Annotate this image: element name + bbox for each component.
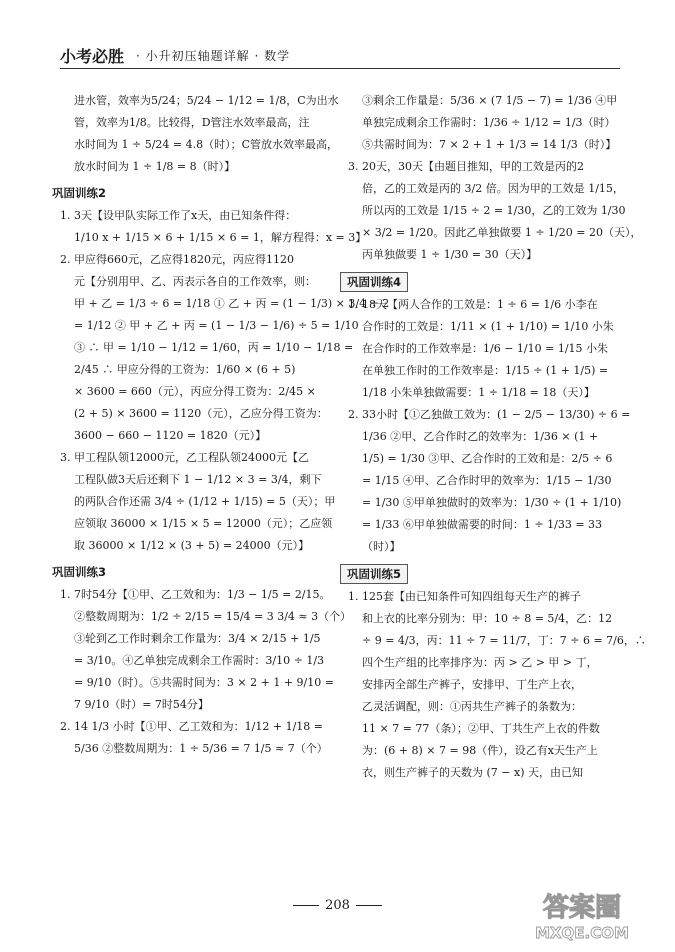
text-line: 合作时的工效是：1/11 × (1 + 1/10) = 1/10 小朱 xyxy=(362,320,614,333)
text-line: 和上衣的比率分别为：甲：10 ÷ 8 = 5/4，乙：12 xyxy=(362,612,613,625)
text-line: 1/5) = 1/30 ③甲、乙合作时的工效和是：2/5 ÷ 6 xyxy=(362,452,613,465)
text-line: 元【分别用甲、乙、丙表示各自的工作效率，则： xyxy=(74,275,316,288)
text-line: = 1/30 ⑤甲单独做时的效率为：1/30 ÷ (1 + 1/10) xyxy=(362,496,622,509)
text-line: ②整数周期为：1/2 ÷ 2/15 = 15/4 = 3 3/4 ≈ 3（个） xyxy=(74,610,352,623)
text-line: (2 + 5) × 3600 = 1120（元），乙应分得工资为： xyxy=(74,407,328,420)
text-line: 水时间为 1 ÷ 5/24 = 4.8（时）；C管放水效率最高， xyxy=(74,138,339,151)
text-line: = 1/12 ② 甲 + 乙 + 丙 = (1 − 1/3 − 1/6) ÷ 5 = 1/10 xyxy=(74,319,359,332)
text-line: 甲 + 乙 = 1/3 ÷ 6 = 1/18 ① 乙 + 丙 = (1 − 1/3) × 3/4 ÷ 2 xyxy=(74,297,390,310)
text-line: 1/36 ②甲、乙合作时乙的效率为：1/36 × (1 + xyxy=(362,430,599,443)
text-line: 2. 甲应得660元，乙应得1820元，丙应得1120 xyxy=(60,253,294,266)
text-line: 1/10 x + 1/15 × 6 + 1/15 × 6 = 1，解方程得：x = 3】 xyxy=(74,231,367,244)
text-line: = 9/10（时）。⑤共需时间为：3 × 2 + 1 + 9/10 = xyxy=(74,676,334,689)
text-line: 的两队合作还需 3/4 ÷ (1/12 + 1/15) = 5（天）；甲 xyxy=(74,495,336,508)
section-heading: 巩固训练4 xyxy=(340,272,408,292)
svg-text:MXQE.COM: MXQE.COM xyxy=(535,924,629,942)
text-line: 取 36000 × 1/12 × (3 + 5) = 24000（元）】 xyxy=(74,539,310,552)
text-line: 安排丙全部生产裤子，安排甲、丁生产上衣， xyxy=(362,678,582,691)
text-line: 管，效率为1/8。比较得，D管注水效率最高，注 xyxy=(74,116,310,129)
text-line: 11 × 7 = 77（条）；②甲、丁共生产上衣的件数 xyxy=(362,722,600,735)
text-line: ③轮到乙工作时剩余工作量为：3/4 × 2/15 + 1/5 xyxy=(74,632,321,645)
text-line: 在合作时的工作效率是：1/6 − 1/10 = 1/15 小朱 xyxy=(362,342,609,355)
text-line: ③ ∴ 甲 = 1/10 − 1/12 = 1/60，丙 = 1/10 − 1/18 = xyxy=(74,341,354,354)
text-line: 放水时间为 1 ÷ 1/8 = 8（时）】 xyxy=(74,160,236,173)
book-brand: 小考必胜 xyxy=(60,47,125,66)
text-line: 2/45 ∴ 甲应分得的工资为：1/60 × (6 + 5) xyxy=(74,363,296,376)
text-line: 1. 125套【由已知条件可知四组每天生产的裤子 xyxy=(348,590,581,603)
text-line: 7 9/10（时）= 7时54分】 xyxy=(74,698,209,711)
text-line: 3. 20天，30天【由题目推知，甲的工效是丙的2 xyxy=(348,160,584,173)
text-line: 单独完成剩余工作需时：1/36 ÷ 1/12 = 1/3（时） xyxy=(362,116,616,129)
page-header xyxy=(60,42,620,69)
svg-text:答案圈: 答案圈 xyxy=(542,893,622,923)
text-line: × 3/2 = 1/20。因此乙单独做要 1 ÷ 1/20 = 20（天）， xyxy=(362,226,642,239)
text-line: 衣，则生产裤子的天数为 (7 − x) 天，由已知 xyxy=(362,766,583,779)
text-line: 倍，乙的工效是丙的 3/2 倍。因为甲的工效是 1/15， xyxy=(362,182,624,195)
text-line: 2. 14 1/3 小时【①甲、乙工效和为：1/12 + 1/18 = xyxy=(60,720,324,733)
text-line: 3600 − 660 − 1120 = 1820（元）】 xyxy=(74,429,267,442)
text-line: 所以丙的工效是 1/15 ÷ 2 = 1/30，乙的工效为 1/30 xyxy=(362,204,626,217)
text-line: = 1/33 ⑥甲单独做需要的时间：1 ÷ 1/33 = 33 xyxy=(362,518,603,531)
text-line: 乙灵活调配，则：①丙共生产裤子的条数为： xyxy=(362,700,582,713)
text-line: ÷ 9 = 4/3，丙：11 ÷ 7 = 11/7，丁：7 ÷ 6 = 7/6，∴ xyxy=(362,634,646,647)
text-line: 应领取 36000 × 1/15 × 5 = 12000（元）；乙应领 xyxy=(74,517,333,530)
text-line: （时）】 xyxy=(362,540,401,553)
watermark-logo xyxy=(507,886,657,944)
text-line: 在单独工作时的工作效率是：1/15 ÷ (1 + 1/5) = xyxy=(362,364,609,377)
footer-dash-right xyxy=(356,905,382,906)
section-heading: 巩固训练2 xyxy=(52,186,107,200)
text-line: ⑤共需时间为：7 × 2 + 1 + 1/3 = 14 1/3（时）】 xyxy=(362,138,617,151)
text-line: 1. 3天【设甲队实际工作了x天，由已知条件得： xyxy=(60,209,297,222)
text-line: 3. 甲工程队领12000元，乙工程队领24000元【乙 xyxy=(60,451,309,464)
section-heading: 巩固训练3 xyxy=(52,565,107,579)
text-line: 工程队做3天后还剩下 1 − 1/12 × 3 = 3/4，剩下 xyxy=(74,473,322,486)
text-line: 1/18 小朱单独做需要：1 ÷ 1/18 = 18（天）】 xyxy=(362,386,595,399)
page-number: 208 xyxy=(325,898,350,913)
section-heading: 巩固训练5 xyxy=(340,564,408,584)
text-line: = 1/15 ④甲、乙合作时甲的效率为：1/15 − 1/30 xyxy=(362,474,612,487)
text-line: × 3600 = 660（元），丙应分得工资为：2/45 × xyxy=(74,385,316,398)
text-line: = 3/10。④乙单独完成剩余工作需时：3/10 ÷ 1/3 xyxy=(74,654,325,667)
text-line: 四个生产组的比率排序为：丙 > 乙 > 甲 > 丁， xyxy=(362,656,598,669)
text-line: 5/36 ②整数周期为：1 ÷ 5/36 = 7 1/5 ≈ 7（个） xyxy=(74,742,328,755)
text-line: 2. 33小时【①乙独做工效为：(1 − 2/5 − 13/30) ÷ 6 = xyxy=(348,408,631,421)
text-line: 进水管，效率为5/24；5/24 − 1/12 = 1/8，C为出水 xyxy=(74,94,339,107)
text-line: 1. 18天【两人合作的工效是：1 ÷ 6 = 1/6 小李在 xyxy=(348,298,598,311)
right-column xyxy=(347,90,646,784)
text-line: 为：(6 + 8) × 7 = 98（件），设乙有x天生产上 xyxy=(362,744,598,757)
book-subtitle: · 小升初压轴题详解 · 数学 xyxy=(136,49,291,63)
text-line: 1. 7时54分【①甲、乙工效和为：1/3 − 1/5 = 2/15。 xyxy=(60,588,331,601)
footer-dash-left xyxy=(293,905,319,906)
text-line: 丙单独做要 1 ÷ 1/30 = 30（天）】 xyxy=(362,248,538,261)
text-line: ③剩余工作量是：5/36 × (7 1/5 − 7) = 1/36 ④甲 xyxy=(362,94,618,107)
